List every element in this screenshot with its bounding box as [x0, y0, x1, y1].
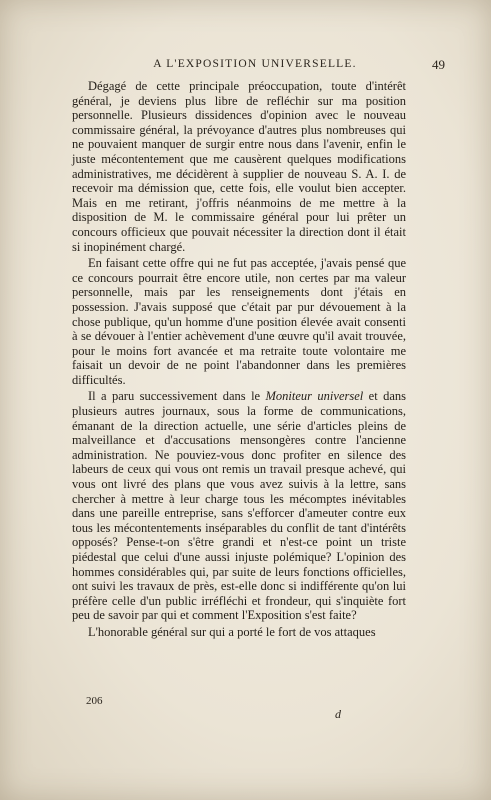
newspaper-title: Moniteur universel — [265, 389, 364, 404]
paragraph-4: L'honorable général sur qui a porté le fort de vos attaques — [88, 624, 376, 639]
page-number: 49 — [432, 57, 445, 72]
paragraph-1: Dégagé de cette principale préoccupation, toute d'intérêt général, je deviens plus libre de refléchir sur ma position personnelle. Plusieurs dissidences d'opinion avec le nouveau commissaire général, la prévoyance d'autres plus nombreuses qui ne pouvaient manquer de surgir entre nous dans l'avenir, enfin le juste mécontentement que me causèrent quelques modifications administratives, me décidèrent à supplier de nouveau S. A. I. de recevoir ma démission que, cette fois, elle voulut bien accepter. Mais en me retirant, j'offris néanmoins de me mettre à la disposition de M. le commissaire général pour lui prêter un concours officieux que pouvait nécessiter la direction dont il était si inopinément chargé. — [72, 79, 406, 254]
signature-number: 206 — [86, 695, 103, 707]
paragraph-3-start: Il a paru successivement dans le — [88, 389, 266, 404]
paragraph-3 — [72, 389, 406, 623]
signature-mark: d — [335, 707, 341, 721]
paragraph-3-rest: et dans plusieurs autres journaux, sous la forme de communications, émanant de la direction actuelle, une série d'articles pleins de malveillance et d'accusations mensongères contre l'ancienne administration. Ne pouviez-vous donc profiter en silence des labeurs de ceux qui vous ont remis un travail presque achevé, qui vous ont livré des plans que vous avez suivis à la lettre, sans chercher à mettre à leur charge tous les mécomptes inévitables dans une pareille entreprise, sans s'efforcer d'ameuter contre eux tous les mécontentements inséparables du conflit de tant d'intérêts opposés? Pense-t-on s'être grandi et n'est-ce point un triste piédestal que celui d'une aussi injuste polémique? L'opinion des hommes considérables qui, par suite de leurs fonctions officielles, ont suivi les travaux de près, est-elle donc si indifférente qu'on lui préfère celle d'un public irréfléchi et frondeur, qui s'inquiète fort peu de savoir par qui et comment l'Exposition s'est faite? — [72, 389, 406, 623]
paragraph-2: En faisant cette offre qui ne fut pas acceptée, j'avais pensé que ce concours pourrait être encore utile, non certes par ma valeur personnelle, mais par les renseignements dont j'étais en possession. J'avais supposé que c'était par pur dévouement à la chose publique, qu'un homme d'une position élevée avait consenti à se dévouer à l'entier achèvement d'une œuvre qu'il avait trouvée, pour le moins fort avancée et ma retraite toute volontaire me faisait un devoir de ne point l'abandonner dans les premières difficultés. — [72, 256, 406, 387]
body-text — [72, 79, 406, 640]
running-title: A L'EXPOSITION UNIVERSELLE. — [153, 58, 357, 70]
